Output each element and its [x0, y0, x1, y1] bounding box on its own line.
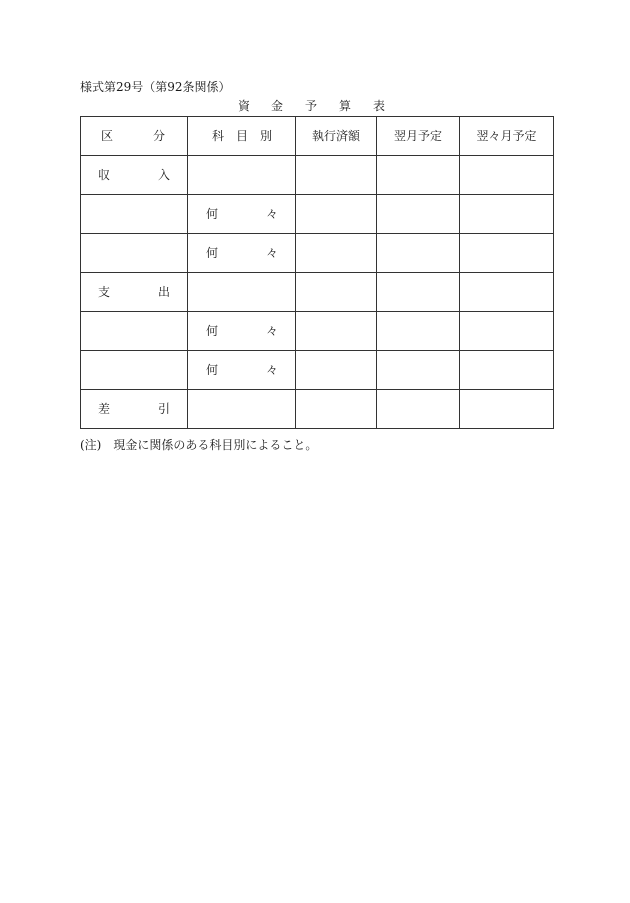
category-cell [81, 156, 188, 195]
month-after-next-cell [460, 390, 554, 429]
title-char: 表 [373, 99, 386, 113]
item-char: 々 [266, 324, 279, 338]
item-char: 何 [206, 324, 219, 338]
header-item-char: 別 [260, 129, 273, 143]
title-char: 資 [238, 99, 251, 113]
category-char: 出 [158, 285, 171, 299]
table-row [81, 390, 554, 429]
table-row [81, 156, 554, 195]
category-cell [81, 195, 188, 234]
header-category-char: 区 [101, 129, 114, 143]
next-month-cell [377, 273, 460, 312]
header-row [81, 117, 554, 156]
executed-cell [296, 312, 377, 351]
footnote [80, 437, 317, 453]
title-char: 予 [305, 99, 318, 113]
table-row [81, 195, 554, 234]
footnote-label: (注) [80, 438, 102, 452]
next-month-cell [377, 390, 460, 429]
header-category [81, 117, 188, 156]
item-char: 何 [206, 246, 219, 260]
next-month-cell [377, 195, 460, 234]
item-char: 何 [206, 363, 219, 377]
category-cell [81, 312, 188, 351]
item-cell [188, 390, 296, 429]
table-row [81, 312, 554, 351]
category-char: 入 [158, 168, 171, 182]
document-title [0, 98, 630, 114]
month-after-next-cell [460, 351, 554, 390]
table-row [81, 234, 554, 273]
category-cell [81, 234, 188, 273]
header-month-after-next [460, 117, 554, 156]
item-cell [188, 351, 296, 390]
header-category-char: 分 [153, 129, 166, 143]
category-cell [81, 351, 188, 390]
header-next-month [377, 117, 460, 156]
item-cell [188, 234, 296, 273]
table-row [81, 351, 554, 390]
category-char: 差 [98, 402, 111, 416]
item-cell [188, 156, 296, 195]
header-month-after-next-label: 翌々月予定 [476, 129, 537, 143]
category-char: 収 [98, 168, 111, 182]
category-cell [81, 273, 188, 312]
title-char: 算 [339, 99, 352, 113]
budget-table [80, 116, 554, 429]
month-after-next-cell [460, 156, 554, 195]
header-item-char: 目 [236, 129, 249, 143]
title-char: 金 [271, 99, 284, 113]
executed-cell [296, 156, 377, 195]
next-month-cell [377, 156, 460, 195]
item-cell [188, 273, 296, 312]
month-after-next-cell [460, 234, 554, 273]
item-char: 々 [266, 363, 279, 377]
item-char: 々 [266, 246, 279, 260]
item-char: 何 [206, 207, 219, 221]
form-number: 様式第29号（第92条関係） [80, 80, 231, 94]
header-next-month-label: 翌月予定 [393, 129, 442, 143]
next-month-cell [377, 351, 460, 390]
item-cell [188, 312, 296, 351]
month-after-next-cell [460, 273, 554, 312]
executed-cell [296, 390, 377, 429]
header-item-char: 科 [212, 129, 225, 143]
executed-cell [296, 273, 377, 312]
footnote-text: 現金に関係のある科目別によること。 [113, 438, 318, 452]
header-executed [296, 117, 377, 156]
header-executed-label: 執行済額 [311, 129, 360, 143]
item-char: 々 [266, 207, 279, 221]
month-after-next-cell [460, 312, 554, 351]
next-month-cell [377, 234, 460, 273]
header-item [188, 117, 296, 156]
category-char: 支 [98, 285, 111, 299]
executed-cell [296, 195, 377, 234]
category-cell [81, 390, 188, 429]
item-cell [188, 195, 296, 234]
category-char: 引 [158, 402, 171, 416]
executed-cell [296, 234, 377, 273]
next-month-cell [377, 312, 460, 351]
executed-cell [296, 351, 377, 390]
table-row [81, 273, 554, 312]
month-after-next-cell [460, 195, 554, 234]
